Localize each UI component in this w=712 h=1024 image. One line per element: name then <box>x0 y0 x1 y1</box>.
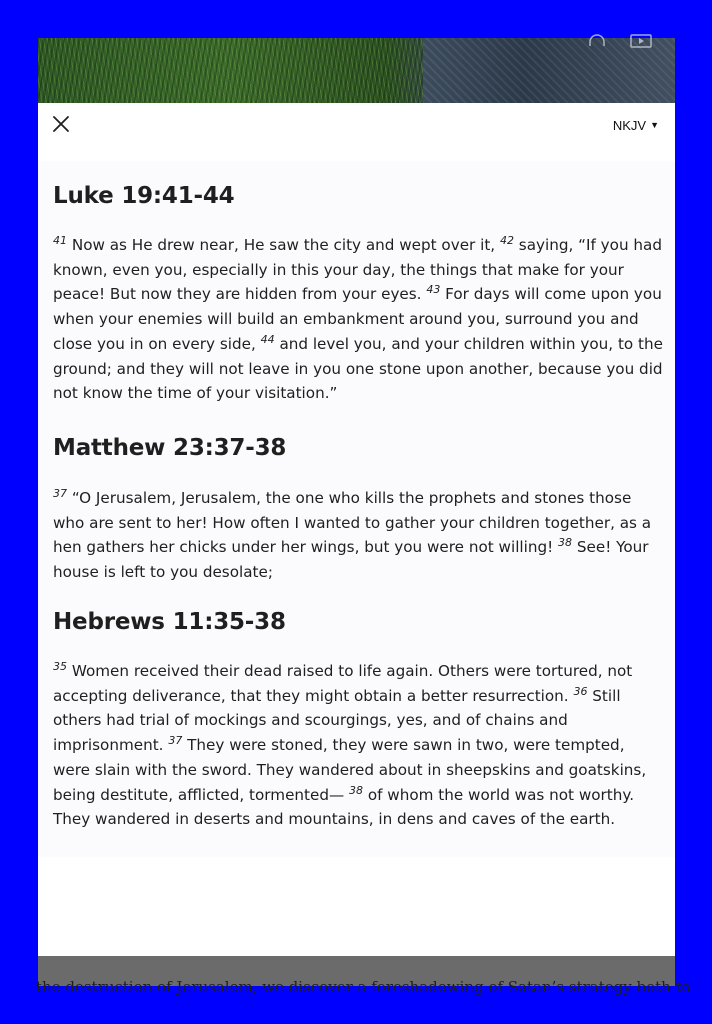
passage-title: Hebrews 11:35-38 <box>53 609 286 635</box>
verse-number: 38 <box>558 536 573 550</box>
passage-title: Matthew 23:37-38 <box>53 435 287 461</box>
verse-number: 36 <box>573 684 588 698</box>
passage-title: Luke 19:41-44 <box>53 183 235 209</box>
headphones-icon[interactable] <box>588 34 606 48</box>
verse-text: See! Your house is left to you desolate; <box>53 538 649 582</box>
passage-text <box>53 233 663 406</box>
version-selector[interactable] <box>613 117 659 133</box>
verse-number: 37 <box>53 486 67 500</box>
caret-down-icon: ▼ <box>650 120 659 130</box>
scripture-modal <box>38 103 675 956</box>
verse-text: They were stoned, they were sawn in two, were tempted, were slain with the sword. They wandered about in sheepskins and goatskins, being destitute, afflicted, tormented— <box>53 736 647 804</box>
verse-number: 42 <box>499 233 514 247</box>
passages-content <box>38 161 675 857</box>
verse-number: 43 <box>426 283 441 297</box>
version-label: NKJV <box>612 117 647 133</box>
verse-number: 44 <box>260 332 275 346</box>
close-icon[interactable] <box>52 115 70 133</box>
article-text: the destruction of Jerusalem, we discover a foreshadowing of Satan’s strategy both to <box>36 978 691 996</box>
verse-text: saying, “If you had known, even you, especially in this your day, the things that make for your peace! But now they are hidden from your eyes. <box>53 236 662 304</box>
passage-text <box>53 659 663 832</box>
verse-text: and level you, and your children within you, to the ground; and they will not leave in you one stone upon another, because you did not know the time of your visitation.” <box>53 334 663 403</box>
verse-text: Women received their dead raised to life again. Others were tortured, not accepting deliverance, that they might obtain a better resurrection. <box>53 662 633 705</box>
verse-number: 35 <box>53 659 67 673</box>
verse-text: Now as He drew near, He saw the city and wept over it, <box>71 236 500 254</box>
verse-number: 41 <box>53 233 67 247</box>
verse-text: For days will come upon you when your enemies will build an embankment around you, surround you and close you in on every side, <box>53 285 662 353</box>
verse-number: 38 <box>349 783 364 797</box>
header-image <box>38 38 675 104</box>
verse-text: of whom the world was not worthy. They wandered in deserts and mountains, in dens and caves of the earth. <box>53 785 635 829</box>
verse-text: Still others had trial of mockings and scourgings, yes, and of chains and imprisonment. <box>53 686 621 755</box>
article-background-strip <box>36 956 691 996</box>
verse-text: “O Jerusalem, Jerusalem, the one who kills the prophets and stones those who are sent to her! How often I wanted to gather your children together, as a hen gathers her chicks under her wings, but you were not willing! <box>53 489 652 557</box>
verse-number: 37 <box>168 734 183 748</box>
passage-text <box>53 486 663 585</box>
video-icon[interactable] <box>630 34 652 48</box>
